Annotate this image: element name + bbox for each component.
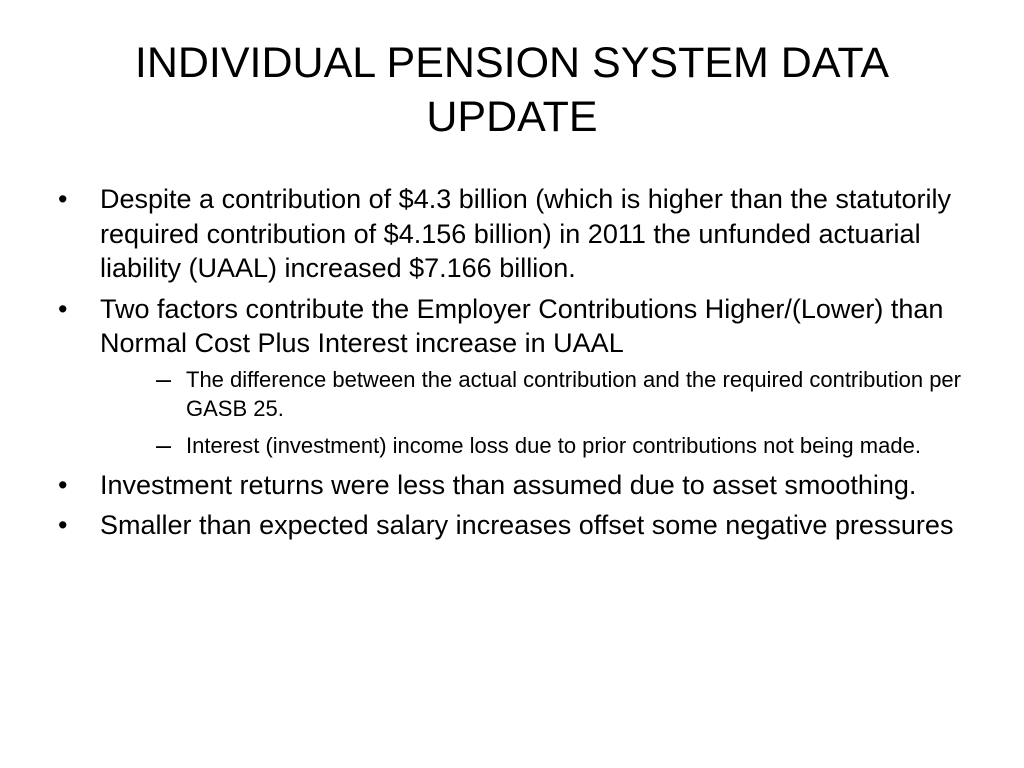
bullet-item-1 [58,182,978,286]
bullet-text: Smaller than expected salary increases offset some negative pressures [100,510,954,540]
bullet-marker: • [58,469,68,500]
bullet-marker: • [58,510,68,540]
bullet-item-2 [58,292,978,460]
slide-title: INDIVIDUAL PENSION SYSTEM DATA UPDATE [134,39,890,141]
sub-bullet-text: Interest (investment) income loss due to prior contributions not being made. [186,432,921,458]
bullet-marker: • [58,184,68,214]
sub-bullet-list [100,365,978,460]
bullet-text: Despite a contribution of $4.3 billion (which is higher than the statutorily required contribution of $4.156 billion) in 2011 the unfunded actuarial liability (UAAL) increased $7.166 billion. [100,184,951,283]
bullet-list [58,182,978,543]
dash-marker: – [156,363,172,394]
bullet-item-3 [58,468,978,503]
bullet-marker: • [58,293,68,324]
slide-body [58,182,978,549]
sub-bullet-item-1 [100,365,978,423]
bullet-item-4 [58,508,978,543]
bullet-text: Investment returns were less than assumed due to asset smoothing. [100,469,917,500]
dash-marker: – [156,429,172,460]
sub-bullet-text: The difference between the actual contribution and the required contribution per GASB 25. [186,366,961,421]
sub-bullet-item-2 [100,431,978,460]
bullet-text: Two factors contribute the Employer Contributions Higher/(Lower) than Normal Cost Plus Interest increase in UAAL [100,293,944,358]
